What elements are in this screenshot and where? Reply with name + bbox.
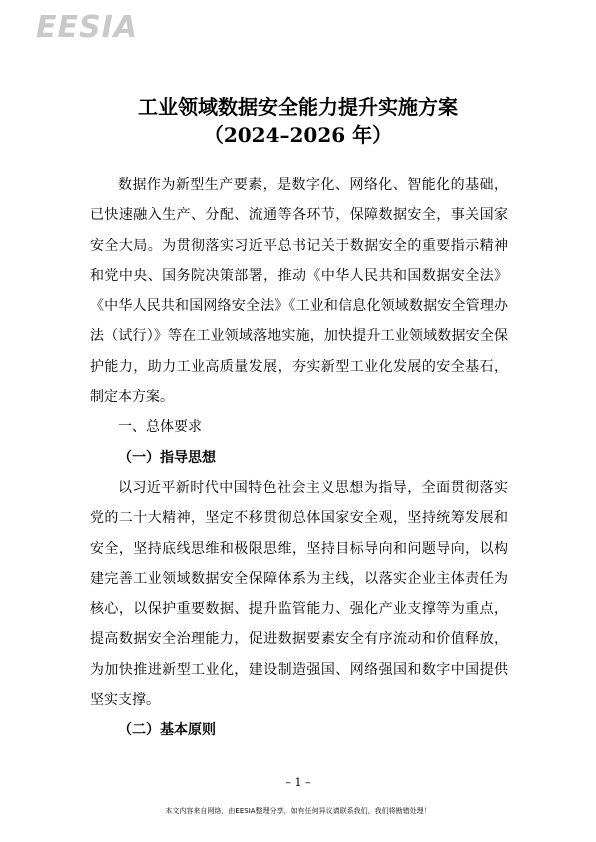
guiding-ideology-paragraph: 以习近平新时代中国特色社会主义思想为指导，全面贯彻落实党的二十大精神，坚定不移贯彻总体国家安全观，坚持统筹发展和安全，坚持底线思维和极限思维，坚持目标导向和问题导向，以构建完善工业领域数据安全保障体系为主线，以落实企业主体责任为核心，以保护重要数据、提升监管能力、强化产业支撑等为重点，提高数据安全治理能力，促进数据要素安全有序流动和价值释放，为加快推进新型工业化，建设制造强国、网络强国和数字中国提供坚实支撑。 [90, 479, 508, 709]
subsection-heading-basic-principles: （二）基本原则 [118, 722, 216, 739]
section-heading-general-requirements: 一、总体要求 [118, 419, 202, 436]
subsection-heading-guiding-ideology: （一）指导思想 [118, 449, 216, 466]
footer-disclaimer: 本文内容来自网络，由EESIA整理分享，如有任何异议请联系我们，我们将勘错处理！ [165, 807, 431, 815]
eesia-logo: EESIA [36, 10, 138, 45]
intro-paragraph: 数据作为新型生产要素，是数字化、网络化、智能化的基础，已快速融入生产、分配、流通等各环节，保障数据安全，事关国家安全大局。为贯彻落实习近平总书记关于数据安全的重要指示精神和党中央、国务院决策部署，推动《中华人民共和国数据安全法》《中华人民共和国网络安全法》《工业和信息化领域数据安全管理办法（试行）》等在工业领域落地实施，加快提升工业领域数据安全保护能力，助力工业高质量发展，夯实新型工业化发展的安全基石，制定本方案。 [90, 177, 508, 406]
page-number: – 1 – [285, 776, 311, 789]
document-subtitle: （2024–2026 年） [203, 123, 393, 147]
document-title: 工业领域数据安全能力提升实施方案 [138, 95, 458, 119]
document-body [90, 170, 508, 746]
